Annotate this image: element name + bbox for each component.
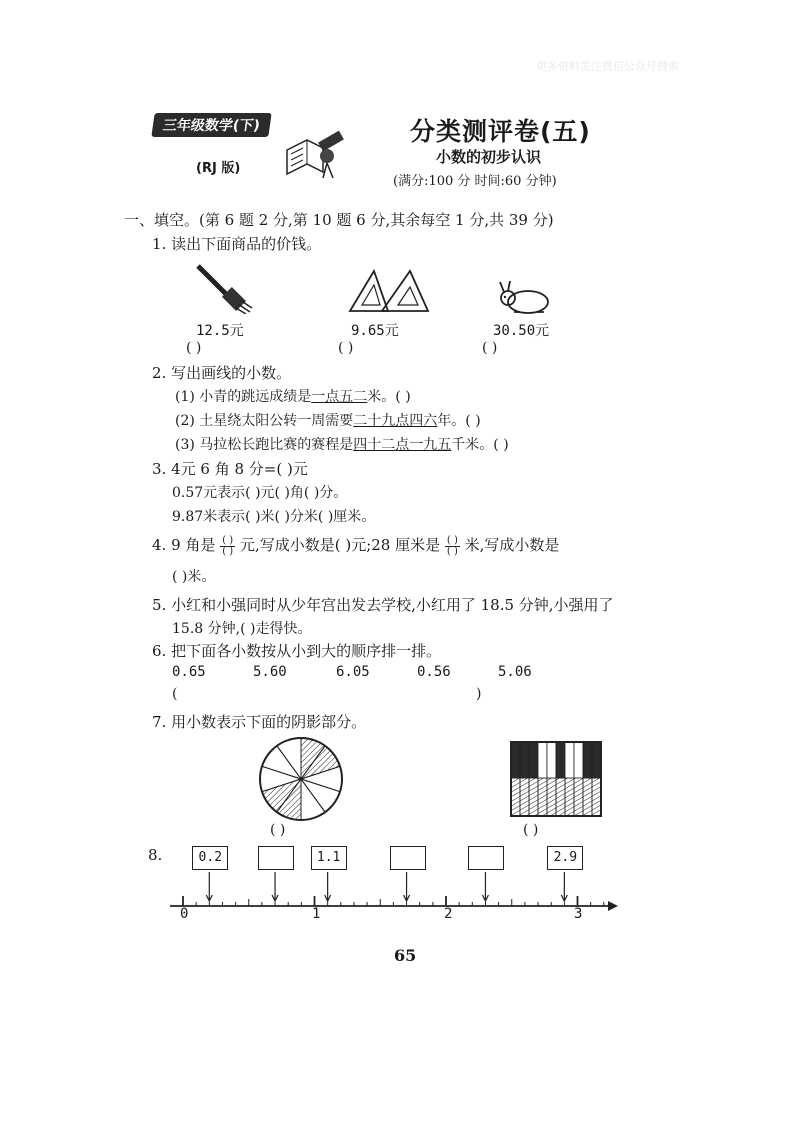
q5-line-2: 15.8 分钟,( )走得快。 [172,621,312,637]
q6-value-2: 5.60 [253,664,287,680]
fraction-blank-1[interactable]: $\frac{( )}{( )}$ [222,534,234,557]
pointer-arrow [404,872,410,901]
q2-line-3: (3) 马拉松长跑比赛的赛程是四十二点一九五千米。( ) [175,437,509,453]
rect-cell [565,742,574,778]
rect-cell [511,778,520,816]
q2-stem: 2. 写出画线的小数。 [152,364,292,382]
page-subtitle: 小数的初步认识 [436,148,542,166]
answer-blank-2[interactable]: ( ) [338,340,354,356]
rect-cell [538,742,547,778]
page-title: 分类测评卷(五) [410,117,591,146]
q6-blank-close[interactable]: ) [476,686,482,702]
rect-cell [511,742,520,778]
rect-cell [574,778,583,816]
rect-cell [520,742,529,778]
q7-stem: 7. 用小数表示下面的阴影部分。 [152,713,367,731]
page-number: 65 [394,946,417,965]
edition-label: (RJ 版) [196,161,241,176]
q6-stem: 6. 把下面各小数按从小到大的顺序排一排。 [152,642,442,660]
brush-icon [194,262,254,314]
pointer-arrow [561,872,567,901]
price-2: 9.65元 [351,323,399,339]
shaded-rectangle-figure [505,740,605,820]
circle-answer-blank[interactable]: ( ) [270,822,286,838]
pointer-arrow [482,872,488,901]
q2-line-2: (2) 土星绕太阳公转一周需要二十九点四六年。( ) [175,413,481,429]
answer-blank-3[interactable]: ( ) [482,340,498,356]
q3-line-2: 0.57元表示( )元( )角( )分。 [172,485,348,501]
exam-info: (满分:100 分 时间:60 分钟) [393,174,557,189]
price-1: 12.5元 [196,323,244,339]
q3-line-3: 9.87米表示( )米( )分米( )厘米。 [172,509,376,525]
pointer-arrow [206,872,212,901]
rect-cell [529,778,538,816]
rect-answer-blank[interactable]: ( ) [523,822,539,838]
rect-cell [592,742,601,778]
axis-label-1: 1 [312,906,321,922]
set-square-icon [348,267,430,313]
rect-cell [583,778,592,816]
number-line [160,862,620,924]
q3-line-1: 3. 4元 6 角 8 分=( )元 [152,460,308,478]
rect-cell [574,742,583,778]
rect-cell [592,778,601,816]
price-3: 30.50元 [493,323,550,339]
q4-line-1: 4. 9 角是 $\frac{( )}{( )}$ 元,写成小数是( )元;28 厘米是 $\frac{( )}{( )}$ 米,写成小数是 [152,534,560,557]
rect-cell [529,742,538,778]
circle-sector [301,779,340,812]
rect-cell [556,742,565,778]
pointer-arrow [325,872,331,901]
q2-line-1: (1) 小青的跳远成绩是一点五二米。( ) [175,389,411,405]
shaded-circle-figure [256,734,346,824]
axis-label-0: 0 [180,906,189,922]
pointer-arrow [272,872,278,901]
grade-badge: 三年级数学(下) [151,113,271,137]
q6-value-1: 0.65 [172,664,206,680]
watermark: 更多资料关注微信公众号搜索 [536,60,679,73]
axis-label-3: 3 [574,906,583,922]
rect-cell [520,778,529,816]
q6-value-3: 6.05 [336,664,370,680]
rect-cell [547,778,556,816]
q1-stem: 1. 读出下面商品的价钱。 [152,235,322,253]
circle-sector [262,746,301,779]
rect-cell [547,742,556,778]
axis-arrowhead [608,901,618,911]
rect-cell [556,778,565,816]
number-line-box-filled: 2.9 [547,846,583,870]
fraction-blank-2[interactable]: $\frac{( )}{( )}$ [446,534,458,557]
section-title: 一、填空。(第 6 题 2 分,第 10 题 6 分,其余每空 1 分,共 39 分) [124,211,554,229]
rect-cell [583,742,592,778]
axis-label-2: 2 [444,906,453,922]
q5-line-1: 5. 小红和小强同时从少年宫出发去学校,小红用了 18.5 分钟,小强用了 [152,596,614,614]
book-telescope-icon [283,120,353,182]
q6-blank-open[interactable]: ( [172,686,178,702]
number-line-box-filled: 0.2 [192,846,228,870]
rect-cell [538,778,547,816]
number-line-box-filled: 1.1 [311,846,347,870]
q4-line-2: ( )米。 [172,569,216,585]
q6-value-4: 0.56 [417,664,451,680]
rect-cell [565,778,574,816]
q8-number: 8. [148,846,163,864]
q6-value-5: 5.06 [498,664,532,680]
rabbit-icon [496,280,552,316]
answer-blank-1[interactable]: ( ) [186,340,202,356]
